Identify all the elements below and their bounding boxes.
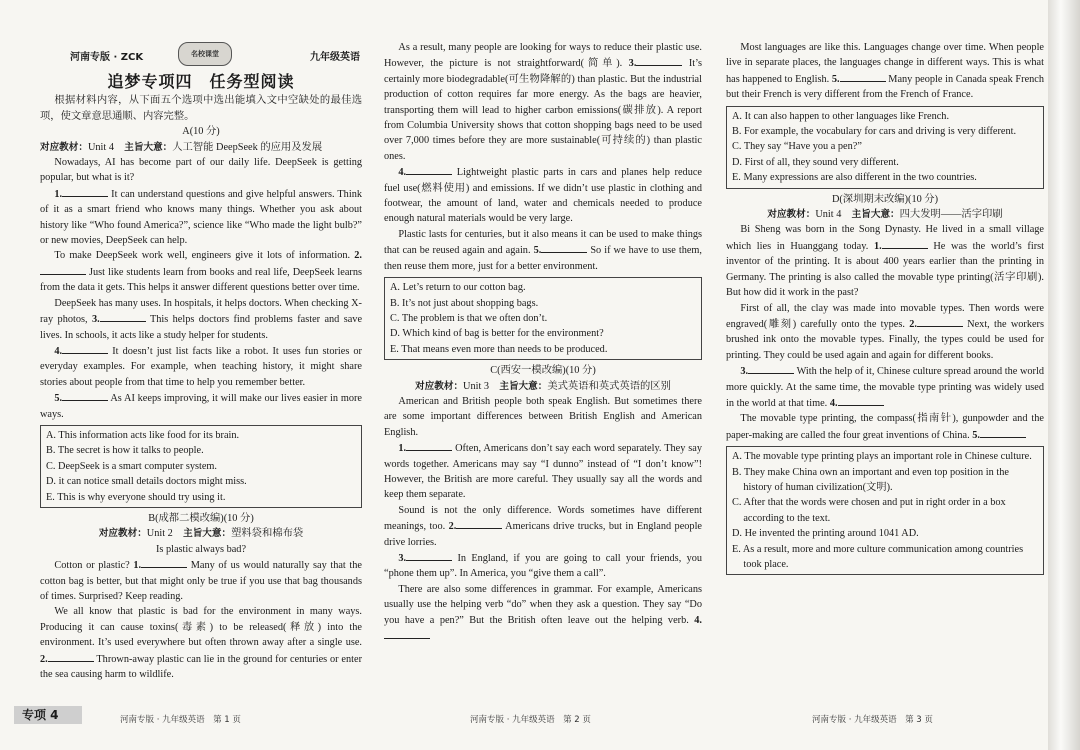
- a-paragraph: 1. It can understand questions and give helpful answers. Think of it as a smart friend who knows many things. Whether you ask about history like “Who found America?”, science like “Who made the light bulb?” or new movies, DeepSeek can help.: [40, 186, 362, 249]
- c-paragraph: There are also some differences in grammar. For example, Americans usually use the helping verb “do” when they ask a question. They say “Do you have a pen?” But the British often leave out the helping verb. 4.: [384, 582, 702, 645]
- section-d-meta: 对应教材：Unit 4 主旨大意：四大发明——活字印刷: [767, 209, 1003, 221]
- answer-blank[interactable]: [62, 343, 108, 354]
- option: D. Which kind of bag is better for the environment?: [390, 328, 604, 340]
- answer-blank[interactable]: [406, 550, 452, 561]
- c-paragraph: Sound is not the only difference. Words sometimes have different meanings, too. 2. Americans drive trucks, but in England people drive lorries.: [384, 504, 702, 548]
- option: D. First of all, they sound very different.: [732, 156, 899, 168]
- b-paragraph: 4. Lightweight plastic parts in cars and planes help reduce fuel use(燃料使用) and emissions. If we didn’t use plastic in clothing and footwear, the amount of land, water and chemicals needed to produce enough natural materials would be very large.: [384, 164, 702, 227]
- answer-blank[interactable]: [384, 628, 430, 639]
- option: B. For example, the vocabulary for cars and driving is very different.: [732, 126, 1017, 138]
- b-paragraph: Cotton or plastic? 1. Many of us would naturally say that the cotton bag is better, but that might only be true if you use that bag thousands of times. Surprised? Keep reading.: [40, 557, 362, 604]
- option: E. This is why everyone should try using it.: [46, 491, 226, 503]
- b-paragraph: We all know that plastic is bad for the environment in many ways. Producing it can cause toxins(毒素) to be released(释放) into the environment. It’s used everywhere but often thrown away after a single use. 2. Thrown-away plastic can lie in the ground for centuries or enter the sea causing harm to wildlife.: [40, 606, 363, 681]
- section-c-heading: C(西安一模改编)(10 分): [490, 365, 596, 377]
- option: C. After that the words were chosen and put in right order in a box according to the text.: [732, 497, 1006, 524]
- d-paragraph: 3. With the help of it, Chinese culture spread around the world more quickly. At the same time, the movable type printing was widely used in the world at that time. 4.: [726, 363, 1044, 411]
- option: A. Let’s return to our cotton bag.: [390, 282, 526, 294]
- answer-blank[interactable]: [406, 164, 452, 175]
- answer-blank[interactable]: [456, 518, 502, 529]
- d-paragraph: Bi Sheng was born in the Song Dynasty. He lived in a small village which lies in Huanggang today. 1. He was the world’s first inventor of the printing. It is about 400 years earlier than the printing in Germany. The printing is also called the movable type printing(活字印刷). But how did it work in the past?: [726, 224, 1045, 299]
- a-paragraph: To make DeepSeek work well, engineers give it lots of information. 2. Just like students learn from books and real life, DeepSeek learns from the data it gets. This helps it answer different questions better over time.: [40, 250, 363, 294]
- page-footer-2: 河南专版 · 九年级英语 第 2 页: [470, 715, 591, 725]
- section-d-heading: D(深圳期末改编)(10 分): [831, 193, 939, 205]
- option: E. As a result, more and more culture communication among countries took place.: [732, 543, 1024, 570]
- section-c-meta: 对应教材：Unit 3 主旨大意：美式英语和英式英语的区别: [415, 380, 671, 392]
- c-paragraph: 3. In England, if you are going to call your friends, you “phone them up”. In America, you “give them a call”.: [384, 550, 702, 582]
- option: C. DeepSeek is a smart computer system.: [46, 460, 218, 472]
- grade-label: 九年级英语: [310, 52, 360, 63]
- section-b-options: [384, 277, 702, 360]
- answer-blank[interactable]: [636, 55, 682, 66]
- section-a-options: [40, 425, 362, 508]
- d-paragraph: First of all, the clay was made into movable types. Then words were engraved(雕刻) carefully onto the types. 2. Next, the workers brushed ink onto the movable types. Finally, the types could be used for printing. They could be used again and again for different books.: [726, 302, 1044, 361]
- option: C. They say “Have you a pen?”: [732, 141, 862, 153]
- book-binding-edge: [1048, 0, 1080, 750]
- section-b-heading: B(成都二模改编)(10 分): [148, 512, 254, 524]
- option: B. The secret is how it talks to people.: [46, 445, 204, 457]
- option: D. He invented the printing around 1041 AD.: [732, 528, 919, 540]
- option: E. That means even more than needs to be produced.: [390, 343, 608, 355]
- answer-blank[interactable]: [48, 651, 94, 662]
- instructions: 根据材料内容，从下面五个选项中选出能填入文中空缺处的最佳选项，使文章意思通顺、内容完整。: [40, 95, 362, 122]
- section-b-meta: 对应教材：Unit 2 主旨大意：塑料袋和棉布袋: [98, 528, 304, 540]
- option: A. It can also happen to other languages like French.: [732, 110, 950, 122]
- b-paragraph: Plastic lasts for centuries, but it also means it can be used to make things that can be reused again and again. 5. So if we have to use them, then reuse them more, just for a better environment.: [384, 228, 702, 272]
- section-b-subtitle: Is plastic always bad?: [155, 543, 247, 555]
- a-paragraph: 4. It doesn’t just list facts like a robot. It uses fun stories or everyday examples. For example, when teaching history, it might share stories about people from that time to help you remember better.: [40, 343, 362, 390]
- option: A. The movable type printing plays an important role in Chinese culture.: [732, 451, 1032, 463]
- column-1: [40, 42, 362, 682]
- answer-blank[interactable]: [541, 242, 587, 253]
- answer-blank[interactable]: [406, 440, 452, 451]
- option: A. This information acts like food for its brain.: [46, 429, 240, 441]
- section-d-options: [726, 446, 1044, 575]
- option: B. They make China own an important and even top position in the history of human civilization(文明).: [732, 466, 1009, 493]
- answer-blank[interactable]: [917, 316, 963, 327]
- publisher-logo: 名校课堂: [178, 42, 232, 66]
- answer-blank[interactable]: [840, 71, 886, 82]
- option: B. It’s not just about shopping bags.: [390, 297, 539, 309]
- b-paragraph: As a result, many people are looking for ways to reduce their plastic use. However, the picture is not straightforward(简单). 3. It’s certainly more biodegradable(可生物降解的) than plastic. But the industrial production of cotton requires far more energy. As the bags are heavier, transporting them will lead to higher carbon emissions(碳排放). A report from Columbia University shows that cotton shopping bags need to be used over 7,000 times before they are more sustainable(可持续的) than plastic ones.: [384, 42, 702, 162]
- a-paragraph: DeepSeek has many uses. In hospitals, it helps doctors. When checking X-ray photos, 3. This helps doctors find problems faster and save lives. In schools, it acts like a study helper for students.: [40, 297, 363, 341]
- page-title: 追梦专项四 任务型阅读: [107, 72, 295, 91]
- option: C. The problem is that we often don’t.: [390, 312, 548, 324]
- answer-blank[interactable]: [62, 186, 108, 197]
- c-paragraph: American and British people both speak English. But sometimes there are some important differences between British English and American English.: [384, 395, 702, 438]
- answer-blank[interactable]: [838, 395, 884, 406]
- section-c-options: [726, 106, 1044, 189]
- page-footer-1: 河南专版 · 九年级英语 第 1 页: [120, 715, 241, 725]
- answer-blank[interactable]: [882, 238, 928, 249]
- section-tag: 专项 4: [14, 706, 82, 724]
- answer-blank[interactable]: [40, 264, 86, 275]
- option: E. Many expressions are also different in the two countries.: [732, 172, 977, 184]
- section-a-heading: A(10 分): [182, 126, 220, 138]
- a-paragraph: Nowadays, AI has become part of our daily life. DeepSeek is getting popular, but what is it?: [40, 157, 362, 184]
- answer-blank[interactable]: [100, 311, 146, 322]
- d-paragraph: The movable type printing, the compass(指南针), gunpowder and the paper-making are called the four great inventions of China. 5.: [726, 413, 1044, 441]
- a-paragraph: 5. As AI keeps improving, it will make our lives easier in more ways.: [40, 390, 362, 422]
- c-paragraph: Most languages are like this. Languages change over time. When people live in separate places, the languages change in different ways. This is what has happened to English. 5. Many people in Canada speak French but their French is very different from the French of France.: [726, 42, 1045, 101]
- section-a-meta: 对应教材：Unit 4 主旨大意：人工智能 DeepSeek 的应用及发展: [40, 141, 323, 153]
- column-2: [384, 40, 702, 644]
- column-3: [726, 40, 1044, 578]
- option: D. it can notice small details doctors might miss.: [46, 476, 247, 488]
- answer-blank[interactable]: [980, 427, 1026, 438]
- edition-label: 河南专版 · ZCK: [70, 52, 144, 63]
- c-paragraph: 1. Often, Americans don’t say each word separately. They say words together. Americans may say “I dunno” instead of “I don’t know”! However, the British are more careful. They usually say all the words and keep them separate.: [384, 440, 702, 503]
- page-footer-3: 河南专版 · 九年级英语 第 3 页: [812, 715, 933, 725]
- answer-blank[interactable]: [141, 557, 187, 568]
- answer-blank[interactable]: [62, 390, 108, 401]
- answer-blank[interactable]: [748, 363, 794, 374]
